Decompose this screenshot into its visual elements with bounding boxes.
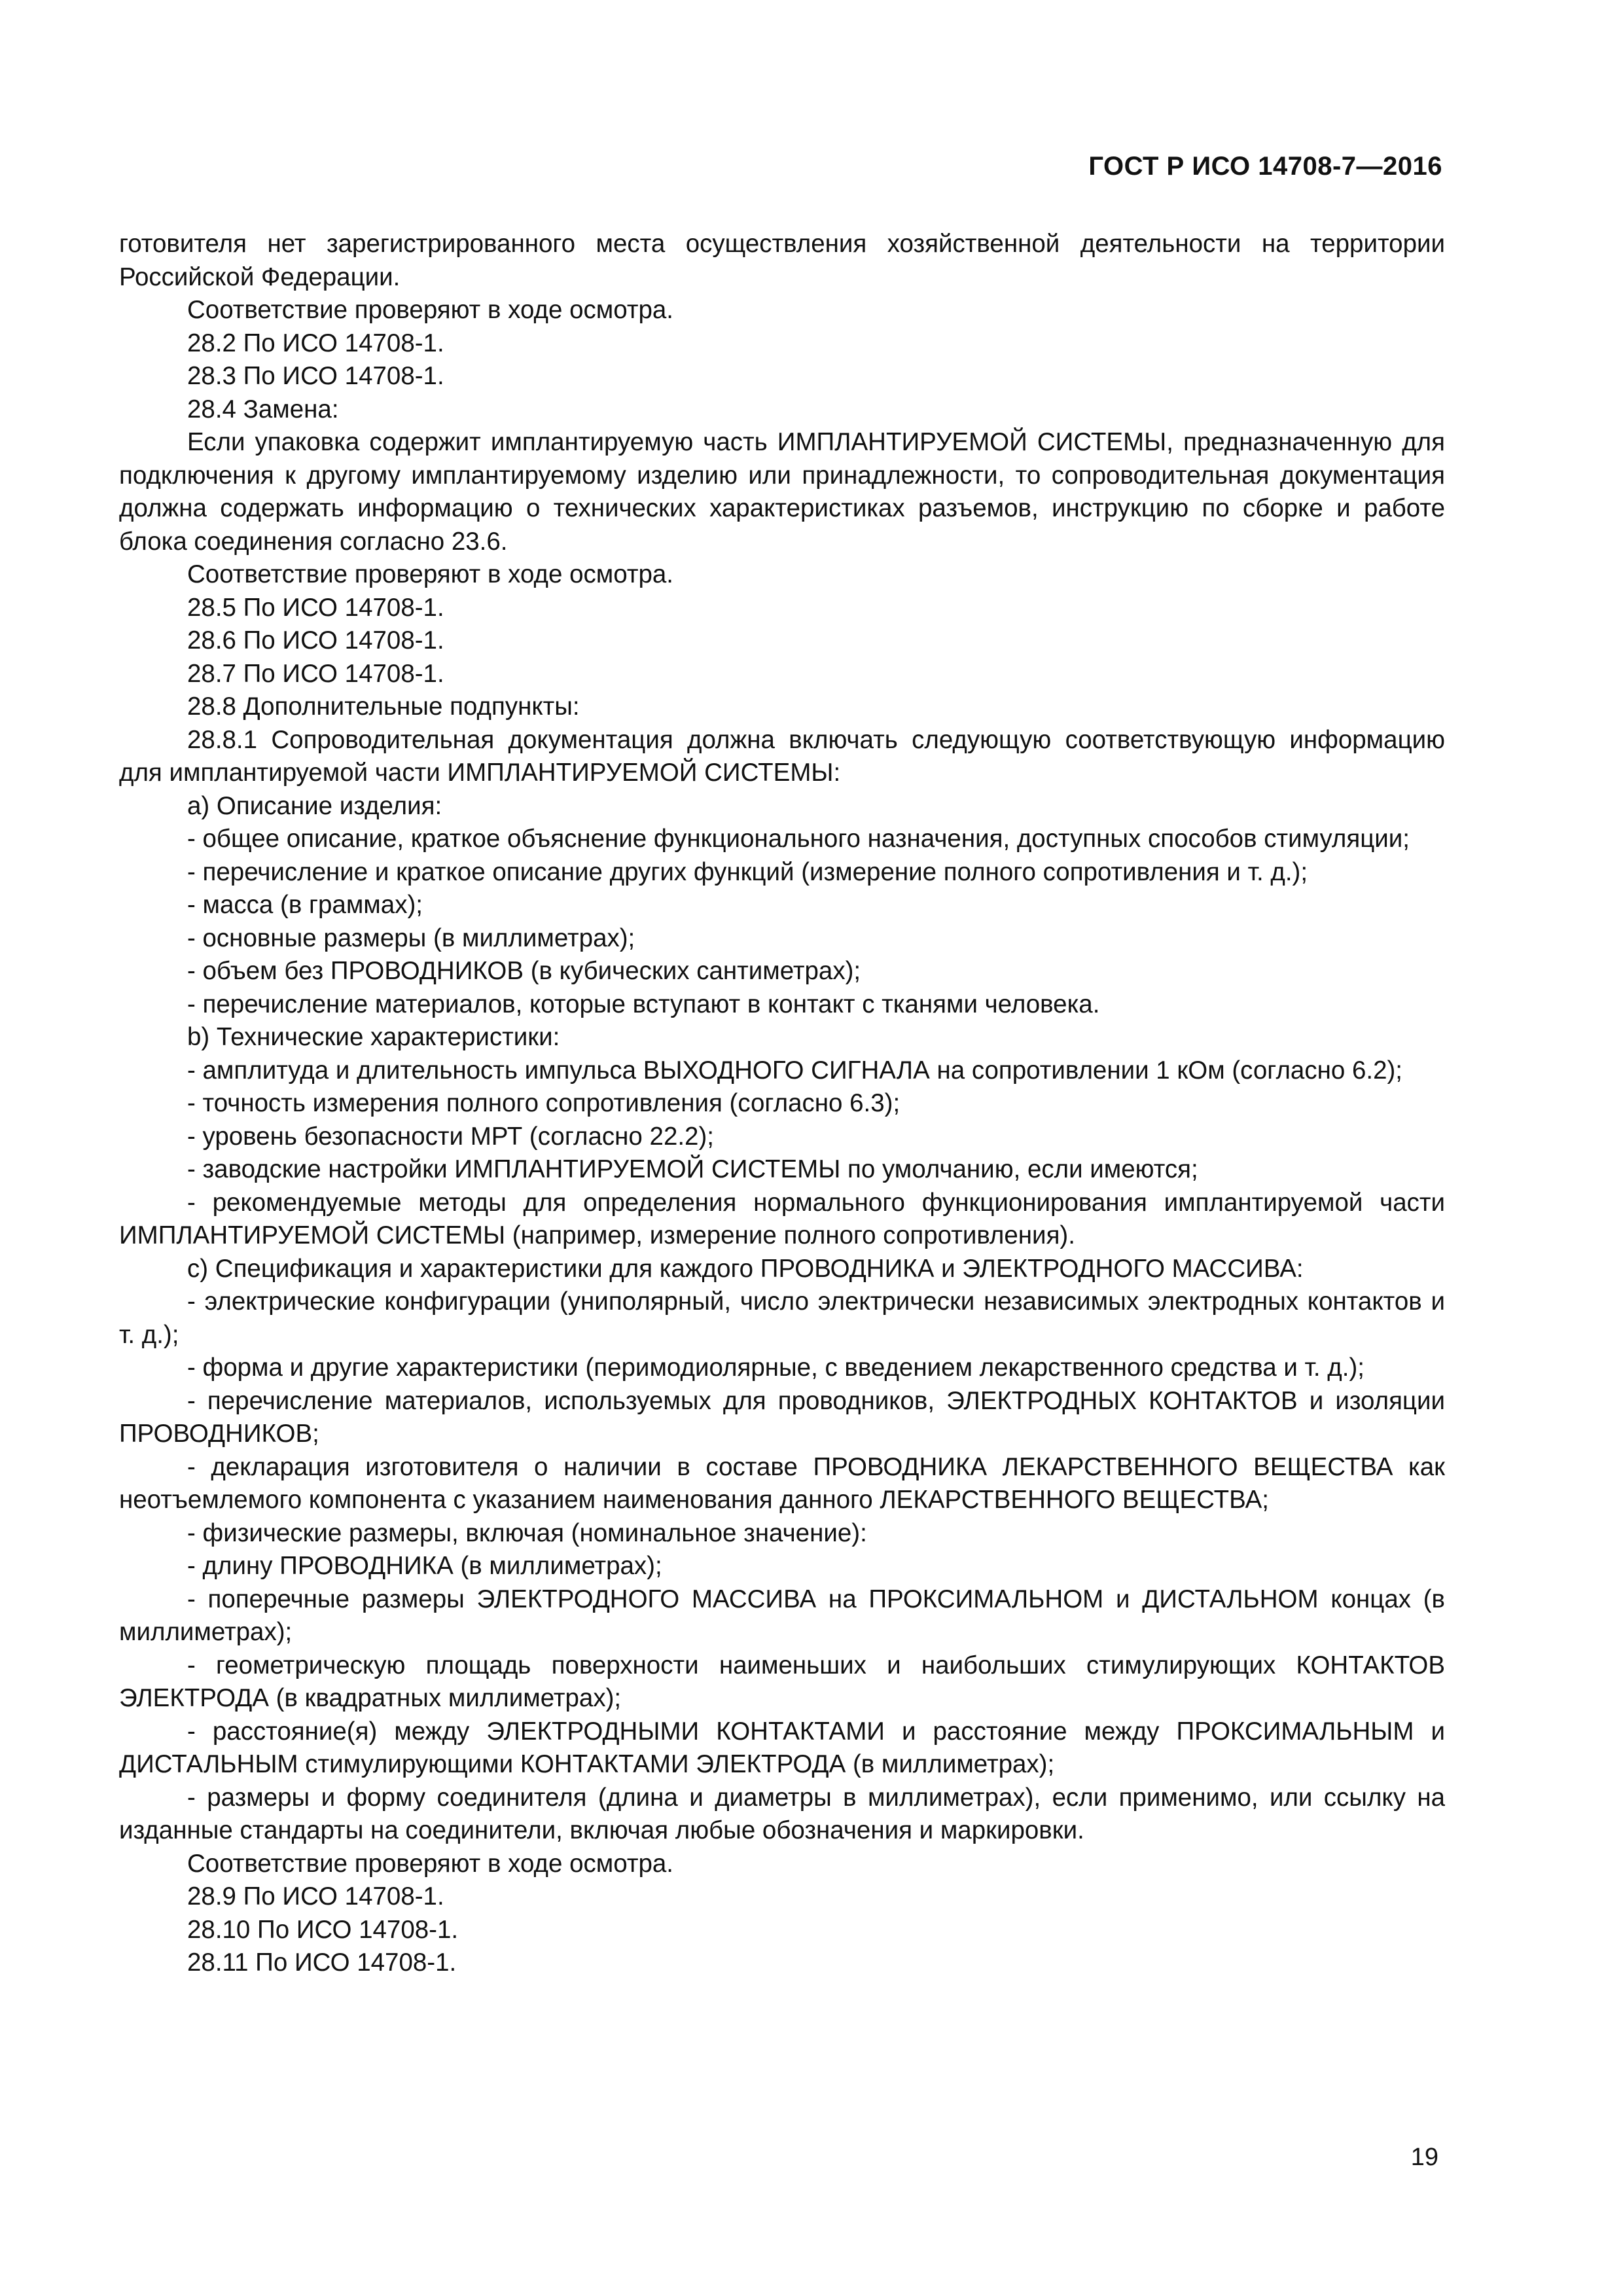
- paragraph: - точность измерения полного сопротивления (согласно 6.3);: [187, 1089, 901, 1117]
- paragraph: 28.10 По ИСО 14708-1.: [187, 1915, 459, 1944]
- paragraph: Если упаковка содержит имплантируемую часть ИМПЛАНТИРУЕМОЙ СИСТЕМЫ, предназначенную для подключения к другому имплантируемому изделию или принадлежности, то сопроводительная документация должна содержать информацию о технических характеристиках разъемов, инструкцию по сборке и работе блока соединения согласно 23.6.: [119, 428, 1445, 556]
- paragraph: Соответствие проверяют в ходе осмотра.: [187, 1849, 673, 1878]
- paragraph: - уровень безопасности МРТ (согласно 22.2);: [187, 1122, 714, 1151]
- paragraph: - декларация изготовителя о наличии в составе ПРОВОДНИКА ЛЕКАРСТВЕННОГО ВЕЩЕСТВА как неотъемлемого компонента с указанием наименования данного ЛЕКАРСТВЕННОГО ВЕЩЕСТВА;: [119, 1452, 1445, 1514]
- paragraph: - перечисление материалов, которые вступают в контакт с тканями человека.: [187, 990, 1100, 1018]
- paragraph: 28.3 По ИСО 14708-1.: [187, 362, 444, 390]
- paragraph: Соответствие проверяют в ходе осмотра.: [187, 296, 673, 324]
- paragraph: c) Спецификация и характеристики для каждого ПРОВОДНИКА и ЭЛЕКТРОДНОГО МАССИВА:: [187, 1254, 1304, 1283]
- paragraph: - масса (в граммах);: [187, 891, 423, 919]
- paragraph: - форма и другие характеристики (перимодиолярные, с введением лекарственного средства и т. д.);: [187, 1354, 1364, 1382]
- document-body: [119, 228, 1445, 1980]
- paragraph: 28.6 По ИСО 14708-1.: [187, 626, 444, 655]
- paragraph: - поперечные размеры ЭЛЕКТРОДНОГО МАССИВА на ПРОКСИМАЛЬНОМ и ДИСТАЛЬНОМ концах (в миллиметрах);: [119, 1585, 1445, 1646]
- paragraph: - геометрическую площадь поверхности наименьших и наибольших стимулирующих КОНТАКТОВ ЭЛЕКТРОДА (в квадратных миллиметрах);: [119, 1651, 1445, 1712]
- paragraph: - размеры и форму соединителя (длина и диаметры в миллиметрах), если применимо, или ссылку на изданные стандарты на соединители, включая любые обозначения и маркировки.: [119, 1783, 1445, 1844]
- paragraph: 28.4 Замена:: [187, 395, 339, 423]
- paragraph: a) Описание изделия:: [187, 791, 442, 820]
- paragraph: - расстояние(я) между ЭЛЕКТРОДНЫМИ КОНТАКТАМИ и расстояние между ПРОКСИМАЛЬНЫМ и ДИСТАЛЬНЫМ стимулирующими КОНТАКТАМИ ЭЛЕКТРОДА (в миллиметрах);: [119, 1717, 1445, 1778]
- paragraph: - длину ПРОВОДНИКА (в миллиметрах);: [187, 1552, 662, 1580]
- paragraph: b) Технические характеристики:: [187, 1023, 560, 1051]
- paragraph: 28.9 По ИСО 14708-1.: [187, 1882, 444, 1910]
- paragraph: - общее описание, краткое объяснение функционального назначения, доступных способов стимуляции;: [187, 825, 1410, 853]
- paragraph: 28.8 Дополнительные подпункты:: [187, 692, 580, 721]
- paragraph: - перечисление и краткое описание других функций (измерение полного сопротивления и т. д.);: [187, 857, 1308, 886]
- document-code-header: ГОСТ Р ИСО 14708-7—2016: [1088, 152, 1442, 181]
- paragraph: 28.7 По ИСО 14708-1.: [187, 659, 444, 688]
- paragraph: 28.8.1 Сопроводительная документация должна включать следующую соответствующую информацию для имплантируемой части ИМПЛАНТИРУЕМОЙ СИСТЕМЫ:: [119, 725, 1445, 787]
- paragraph: - рекомендуемые методы для определения нормального функционирования имплантируемой части ИМПЛАНТИРУЕМОЙ СИСТЕМЫ (например, измерение полного сопротивления).: [119, 1188, 1445, 1249]
- paragraph: - физические размеры, включая (номинальное значение):: [187, 1518, 867, 1547]
- paragraph: 28.2 По ИСО 14708-1.: [187, 329, 444, 357]
- paragraph: - объем без ПРОВОДНИКОВ (в кубических сантиметрах);: [187, 957, 861, 985]
- paragraph: - заводские настройки ИМПЛАНТИРУЕМОЙ СИСТЕМЫ по умолчанию, если имеются;: [187, 1155, 1198, 1183]
- page-number: 19: [1410, 2144, 1438, 2171]
- paragraph: 28.11 По ИСО 14708-1.: [187, 1948, 457, 1977]
- paragraph: готовителя нет зарегистрированного места осуществления хозяйственной деятельности на территории Российской Федерации.: [119, 230, 1445, 291]
- paragraph: - электрические конфигурации (униполярный, число электрически независимых электродных контактов и т. д.);: [119, 1287, 1445, 1349]
- paragraph: - основные размеры (в миллиметрах);: [187, 924, 635, 952]
- paragraph: - амплитуда и длительность импульса ВЫХОДНОГО СИГНАЛА на сопротивлении 1 кОм (согласно 6.2);: [187, 1056, 1403, 1085]
- paragraph: Соответствие проверяют в ходе осмотра.: [187, 560, 673, 588]
- paragraph: 28.5 По ИСО 14708-1.: [187, 593, 444, 622]
- paragraph: - перечисление материалов, используемых для проводников, ЭЛЕКТРОДНЫХ КОНТАКТОВ и изоляции ПРОВОДНИКОВ;: [119, 1386, 1445, 1448]
